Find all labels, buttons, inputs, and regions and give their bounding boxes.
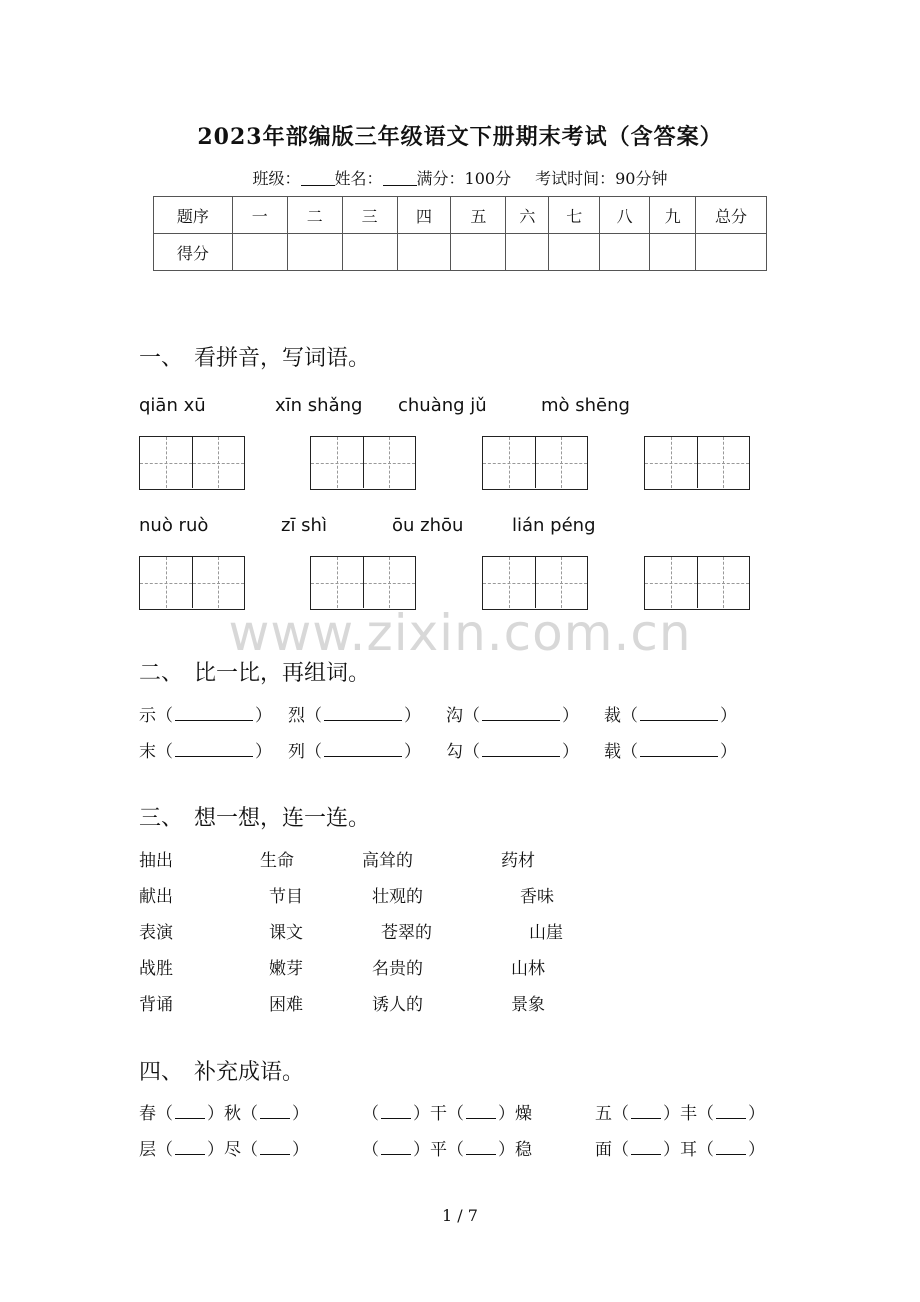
idiom-item: 层（ ）尽（ ） bbox=[139, 1140, 309, 1160]
idiom-char: 面 bbox=[595, 1140, 612, 1160]
idiom-blank[interactable] bbox=[260, 1105, 290, 1119]
score-cell[interactable] bbox=[451, 234, 506, 271]
idiom-char: 五 bbox=[595, 1104, 612, 1124]
writing-grid[interactable] bbox=[482, 556, 588, 610]
pinyin-6: zī shì bbox=[281, 515, 327, 536]
match-word[interactable]: 表演 bbox=[139, 923, 173, 943]
pinyin-4: mò shēng bbox=[541, 395, 630, 416]
idiom-char: 层 bbox=[139, 1140, 156, 1160]
compare-item: 末（ ） bbox=[139, 742, 272, 762]
idiom-item: （ ）平（ ）稳 bbox=[362, 1140, 532, 1160]
name-blank[interactable] bbox=[383, 172, 417, 186]
idiom-char: 秋 bbox=[224, 1104, 241, 1124]
score-cell[interactable] bbox=[397, 234, 451, 271]
table-header-cell: 八 bbox=[600, 197, 650, 234]
match-word[interactable]: 山崖 bbox=[529, 923, 563, 943]
table-header-cell: 四 bbox=[397, 197, 451, 234]
idiom-item: 面（ ）耳（ ） bbox=[595, 1140, 765, 1160]
idiom-item: （ ）干（ ）燥 bbox=[362, 1104, 532, 1124]
idiom-char: 丰 bbox=[680, 1104, 697, 1124]
idiom-blank[interactable] bbox=[175, 1105, 205, 1119]
match-word[interactable]: 课文 bbox=[269, 923, 303, 943]
compare-item: 勾（ ） bbox=[446, 742, 579, 762]
idiom-blank[interactable] bbox=[716, 1141, 746, 1155]
score-table-row bbox=[154, 234, 767, 271]
answer-blank[interactable] bbox=[482, 707, 560, 721]
writing-grid[interactable] bbox=[482, 436, 588, 490]
match-word[interactable]: 战胜 bbox=[139, 959, 173, 979]
row-label: 得分 bbox=[154, 234, 233, 271]
pinyin-1: qiān xū bbox=[139, 395, 206, 416]
idiom-item: 春（ ）秋（ ） bbox=[139, 1104, 309, 1124]
idiom-char: 干 bbox=[430, 1104, 447, 1124]
match-word[interactable]: 高耸的 bbox=[362, 851, 413, 871]
match-word[interactable]: 抽出 bbox=[139, 851, 173, 871]
match-word[interactable]: 壮观的 bbox=[372, 887, 423, 907]
score-cell[interactable] bbox=[342, 234, 397, 271]
compare-char: 裁 bbox=[604, 706, 621, 726]
match-word[interactable]: 生命 bbox=[260, 851, 294, 871]
compare-item: 示（ ） bbox=[139, 706, 272, 726]
pinyin-3: chuàng jǔ bbox=[398, 395, 487, 416]
compare-item: 载（ ） bbox=[604, 742, 737, 762]
page-number: 1 / 7 bbox=[442, 1206, 478, 1225]
compare-char: 列 bbox=[288, 742, 305, 762]
table-header-cell: 题序 bbox=[154, 197, 233, 234]
match-word[interactable]: 节目 bbox=[269, 887, 303, 907]
writing-grid[interactable] bbox=[644, 556, 750, 610]
idiom-blank[interactable] bbox=[381, 1105, 411, 1119]
match-word[interactable]: 山林 bbox=[511, 959, 545, 979]
idiom-blank[interactable] bbox=[381, 1141, 411, 1155]
class-blank[interactable] bbox=[301, 172, 335, 186]
score-cell[interactable] bbox=[232, 234, 287, 271]
table-header-cell: 七 bbox=[549, 197, 600, 234]
watermark: www.zixin.com.cn bbox=[228, 604, 692, 662]
compare-item: 烈（ ） bbox=[288, 706, 421, 726]
exam-info-line bbox=[0, 166, 920, 189]
section-4-heading: 四、 补充成语。 bbox=[139, 1060, 305, 1085]
exam-time: 考试时间：90分钟 bbox=[535, 169, 668, 188]
compare-char: 勾 bbox=[446, 742, 463, 762]
section-1-heading: 一、 看拼音，写词语。 bbox=[139, 346, 371, 371]
writing-grid[interactable] bbox=[139, 436, 245, 490]
idiom-char: 耳 bbox=[680, 1140, 697, 1160]
pinyin-8: lián péng bbox=[512, 515, 596, 536]
idiom-blank[interactable] bbox=[466, 1105, 496, 1119]
idiom-blank[interactable] bbox=[175, 1141, 205, 1155]
section-3-heading: 三、 想一想，连一连。 bbox=[139, 806, 371, 831]
score-table-header-row bbox=[154, 197, 767, 234]
match-word[interactable]: 名贵的 bbox=[372, 959, 423, 979]
answer-blank[interactable] bbox=[640, 707, 718, 721]
idiom-blank[interactable] bbox=[260, 1141, 290, 1155]
compare-item: 沟（ ） bbox=[446, 706, 579, 726]
document-title: 2023年部编版三年级语文下册期末考试（含答案） bbox=[197, 124, 723, 150]
table-header-cell: 九 bbox=[650, 197, 696, 234]
match-word[interactable]: 困难 bbox=[269, 995, 303, 1015]
answer-blank[interactable] bbox=[324, 707, 402, 721]
score-cell[interactable] bbox=[287, 234, 342, 271]
compare-item: 裁（ ） bbox=[604, 706, 737, 726]
compare-char: 末 bbox=[139, 742, 156, 762]
full-score: 满分：100分 bbox=[416, 169, 512, 188]
idiom-blank[interactable] bbox=[631, 1105, 661, 1119]
score-table bbox=[153, 196, 767, 271]
table-header-cell: 总分 bbox=[696, 197, 767, 234]
match-word[interactable]: 景象 bbox=[511, 995, 545, 1015]
match-word[interactable]: 诱人的 bbox=[372, 995, 423, 1015]
table-header-cell: 五 bbox=[451, 197, 506, 234]
score-cell[interactable] bbox=[600, 234, 650, 271]
compare-char: 载 bbox=[604, 742, 621, 762]
writing-grid[interactable] bbox=[310, 556, 416, 610]
idiom-char: 燥 bbox=[515, 1104, 532, 1124]
match-word[interactable]: 嫩芽 bbox=[269, 959, 303, 979]
answer-blank[interactable] bbox=[175, 743, 253, 757]
pinyin-7: ōu zhōu bbox=[392, 515, 464, 536]
table-header-cell: 三 bbox=[342, 197, 397, 234]
answer-blank[interactable] bbox=[324, 743, 402, 757]
score-cell[interactable] bbox=[650, 234, 696, 271]
pinyin-2: xīn shǎng bbox=[275, 395, 363, 416]
answer-blank[interactable] bbox=[175, 707, 253, 721]
idiom-blank[interactable] bbox=[631, 1141, 661, 1155]
idiom-char: 尽 bbox=[224, 1140, 241, 1160]
writing-grid[interactable] bbox=[310, 436, 416, 490]
match-word[interactable]: 背诵 bbox=[139, 995, 173, 1015]
table-header-cell: 二 bbox=[287, 197, 342, 234]
idiom-blank[interactable] bbox=[716, 1105, 746, 1119]
match-word[interactable]: 苍翠的 bbox=[381, 923, 432, 943]
answer-blank[interactable] bbox=[482, 743, 560, 757]
score-cell[interactable] bbox=[549, 234, 600, 271]
idiom-char: 春 bbox=[139, 1104, 156, 1124]
compare-char: 烈 bbox=[288, 706, 305, 726]
compare-char: 沟 bbox=[446, 706, 463, 726]
table-header-cell: 一 bbox=[232, 197, 287, 234]
class-label: 班级： bbox=[252, 169, 301, 188]
writing-grid[interactable] bbox=[644, 436, 750, 490]
match-word[interactable]: 香味 bbox=[520, 887, 554, 907]
section-2-heading: 二、 比一比，再组词。 bbox=[139, 661, 371, 686]
idiom-char: 稳 bbox=[515, 1140, 532, 1160]
name-label: 姓名： bbox=[334, 169, 383, 188]
score-cell[interactable] bbox=[506, 234, 549, 271]
score-cell[interactable] bbox=[696, 234, 767, 271]
idiom-char: 平 bbox=[430, 1140, 447, 1160]
compare-char: 示 bbox=[139, 706, 156, 726]
idiom-blank[interactable] bbox=[466, 1141, 496, 1155]
pinyin-5: nuò ruò bbox=[139, 515, 209, 536]
answer-blank[interactable] bbox=[640, 743, 718, 757]
match-word[interactable]: 献出 bbox=[139, 887, 173, 907]
compare-item: 列（ ） bbox=[288, 742, 421, 762]
match-word[interactable]: 药材 bbox=[501, 851, 535, 871]
idiom-item: 五（ ）丰（ ） bbox=[595, 1104, 765, 1124]
writing-grid[interactable] bbox=[139, 556, 245, 610]
table-header-cell: 六 bbox=[506, 197, 549, 234]
